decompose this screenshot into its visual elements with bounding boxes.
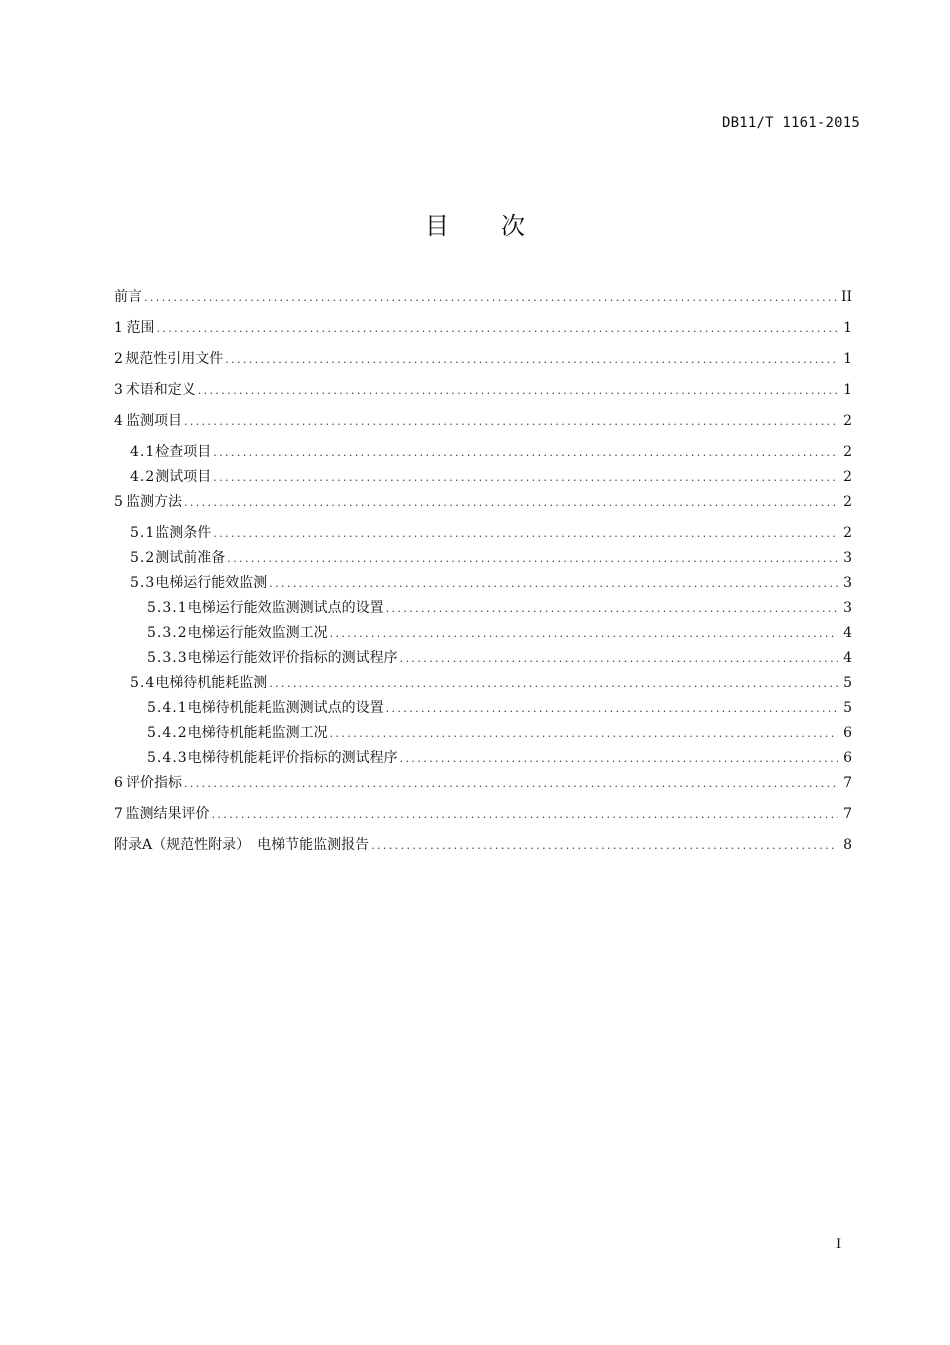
toc-entry-5-4[interactable]: [114, 672, 852, 697]
toc-entry-number: 5.3.2: [147, 625, 188, 641]
toc-entry-number: 5.3.1: [147, 600, 188, 616]
toc-entry-2[interactable]: [114, 348, 852, 379]
toc-entry-5[interactable]: [114, 491, 852, 522]
toc-title-part2: 次: [501, 212, 525, 240]
toc-entry-label: 电梯待机能耗评价指标的测试程序: [187, 750, 398, 766]
toc-entry-5-3-3[interactable]: [114, 647, 852, 672]
toc-entry-page: 2: [843, 525, 852, 541]
toc-entry-page: II: [840, 289, 852, 305]
toc-entry-number: 5.2: [130, 550, 156, 566]
toc-entry-page: 1: [843, 351, 852, 367]
toc-entry-number: 2: [114, 351, 123, 367]
toc-entry-page: 7: [843, 775, 852, 791]
toc-title: [0, 206, 950, 241]
toc-entry-page: 2: [843, 413, 852, 429]
toc-entry-3[interactable]: [114, 379, 852, 410]
toc-title-part1: 目: [425, 212, 449, 240]
toc-entry-page: 4: [843, 650, 852, 666]
toc-entry-label: 术语和定义: [125, 382, 196, 398]
toc-entry-page: 6: [843, 750, 852, 766]
toc-entry-label: 电梯运行能效监测: [155, 575, 268, 591]
toc-entry-label: 电梯待机能耗监测工况: [187, 725, 328, 741]
toc-entry-page: 5: [843, 675, 852, 691]
toc-entry-7[interactable]: [114, 803, 852, 834]
toc-entry-label: 电梯运行能效评价指标的测试程序: [187, 650, 398, 666]
toc-entry-label: 测试前准备: [155, 550, 226, 566]
toc-leader-dots: [184, 777, 838, 790]
toc-entry-number: 1: [114, 320, 123, 336]
toc-entry-label: 测试项目: [155, 469, 212, 485]
toc-leader-dots: [184, 496, 838, 509]
toc-entry-foreword[interactable]: [114, 286, 852, 317]
toc-leader-dots: [213, 446, 838, 459]
toc-entry-page: 2: [843, 494, 852, 510]
toc-entry-label: 监测方法: [125, 494, 182, 510]
toc-leader-dots: [269, 577, 838, 590]
toc-leader-dots: [211, 808, 838, 821]
toc-entry-label: 前言: [114, 289, 142, 305]
toc-entry-label: 规范性引用文件: [125, 351, 224, 367]
toc-leader-dots: [371, 839, 838, 852]
toc-entry-appendix-a[interactable]: [114, 834, 852, 865]
toc-entry-number: 5.4.1: [147, 700, 188, 716]
page-number: I: [836, 1237, 842, 1252]
toc-entry-page: 6: [843, 725, 852, 741]
toc-entry-label: 监测项目: [125, 413, 182, 429]
toc-leader-dots: [184, 415, 838, 428]
toc-entry-page: 1: [843, 320, 852, 336]
toc-leader-dots: [198, 384, 838, 397]
toc-entry-number: 5.3.3: [147, 650, 188, 666]
toc-entry-page: 1: [843, 382, 852, 398]
toc-entry-label: 电梯待机能耗监测: [155, 675, 268, 691]
toc-entry-label: 检查项目: [155, 444, 212, 460]
toc-entry-number: 4: [114, 413, 123, 429]
toc-entry-number: 6: [114, 775, 123, 791]
toc-entry-number: 5.4.2: [147, 725, 188, 741]
toc-entry-5-4-3[interactable]: [114, 747, 852, 772]
toc-leader-dots: [330, 627, 838, 640]
toc-entry-number: 7: [114, 806, 123, 822]
toc-entry-1[interactable]: [114, 317, 852, 348]
toc-entry-label: 电梯运行能效监测测试点的设置: [187, 600, 384, 616]
toc-entry-number: 5: [114, 494, 123, 510]
toc-leader-dots: [330, 727, 838, 740]
toc-entry-label: 评价指标: [125, 775, 182, 791]
toc-entry-5-1[interactable]: [114, 522, 852, 547]
toc-leader-dots: [144, 291, 837, 304]
toc-entry-page: 2: [843, 469, 852, 485]
toc-entry-label: 附录A（规范性附录） 电梯节能监测报告: [114, 837, 370, 853]
toc-entry-number: 3: [114, 382, 123, 398]
toc-entry-page: 3: [843, 575, 852, 591]
toc-leader-dots: [156, 322, 838, 335]
toc-entry-4[interactable]: [114, 410, 852, 441]
toc-entry-5-4-1[interactable]: [114, 697, 852, 722]
toc-entry-label: 范围: [126, 320, 155, 336]
toc-leader-dots: [400, 652, 838, 665]
toc-entry-page: 5: [843, 700, 852, 716]
toc-leader-dots: [400, 752, 838, 765]
toc-entry-5-3-1[interactable]: [114, 597, 852, 622]
toc-entry-page: 4: [843, 625, 852, 641]
toc-entry-label: 电梯待机能耗监测测试点的设置: [187, 700, 384, 716]
document-code: DB11/T 1161-2015: [721, 115, 860, 131]
toc-entry-number: 4.1: [130, 444, 156, 460]
table-of-contents: [114, 286, 852, 865]
toc-entry-number: 4.2: [130, 469, 156, 485]
toc-entry-page: 8: [843, 837, 852, 853]
toc-entry-page: 7: [843, 806, 852, 822]
toc-entry-page: 3: [843, 600, 852, 616]
toc-entry-label: 监测条件: [155, 525, 212, 541]
toc-entry-page: 2: [843, 444, 852, 460]
toc-entry-label: 电梯运行能效监测工况: [187, 625, 328, 641]
toc-leader-dots: [213, 527, 838, 540]
toc-entry-5-3[interactable]: [114, 572, 852, 597]
toc-entry-4-1[interactable]: [114, 441, 852, 466]
toc-entry-5-4-2[interactable]: [114, 722, 852, 747]
toc-entry-number: 5.4.3: [147, 750, 188, 766]
toc-entry-number: 5.1: [130, 525, 156, 541]
toc-entry-page: 3: [843, 550, 852, 566]
toc-leader-dots: [386, 602, 838, 615]
toc-entry-5-2[interactable]: [114, 547, 852, 572]
toc-entry-5-3-2[interactable]: [114, 622, 852, 647]
toc-leader-dots: [213, 471, 838, 484]
toc-leader-dots: [269, 677, 838, 690]
toc-entry-6[interactable]: [114, 772, 852, 803]
toc-entry-number: 5.3: [130, 575, 156, 591]
toc-entry-number: 5.4: [130, 675, 156, 691]
toc-leader-dots: [225, 353, 838, 366]
toc-entry-4-2[interactable]: [114, 466, 852, 491]
toc-entry-label: 监测结果评价: [125, 806, 210, 822]
toc-leader-dots: [227, 552, 838, 565]
toc-leader-dots: [386, 702, 838, 715]
